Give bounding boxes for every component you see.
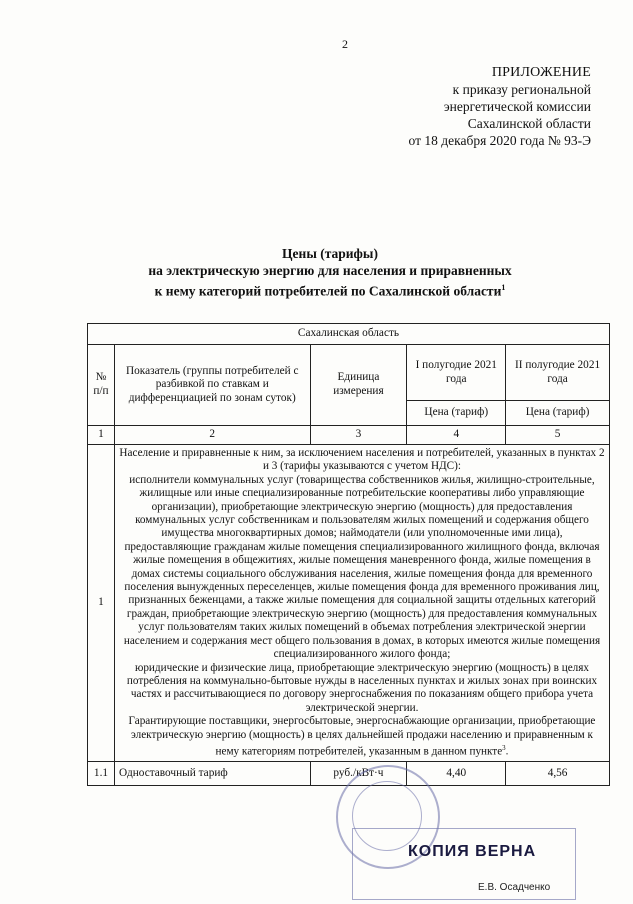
paragraph: юридические и физические лица, приобретающие электрическую энергию (мощность) в целях потребления на коммунально-бытовые нужды в населенных пунктах и жилых зонах при воинских частях и рассчитывающиеся по договору энергоснабжения по показаниям общего прибора учета электрической энергии. xyxy=(126,661,598,714)
page-number: 2 xyxy=(342,37,348,51)
row-number: 1.1 xyxy=(88,762,115,786)
appendix-line: от 18 декабря 2020 года № 93-Э xyxy=(408,133,591,148)
stamp-text: КОПИЯ ВЕРНА xyxy=(408,843,537,860)
paragraph: исполнители коммунальных услуг (товарищества собственников жилья, жилищно-строительные, жилищные или иные специализированные потребительские кооперативы либо управляющие организации), приобретающие электрическую энергию (мощность) для предоставления коммунальных услуг собственникам и пользователям жилых помещений и содержания общего имущества многоквартирных домов; наймодатели (или уполномоченные ими лица), предоставляющие гражданам жилые помещения специализированного жилищного фонда, включая жилые помещения в общежитиях, жилые помещения маневренного фонда, жилые помещения в домах системы социального обслуживания населения, жилые помещения фонда для временного поселения вынужденных переселенцев, жилые помещения фонда для временного проживания лиц, признанных беженцами, а также жилые помещения для социальной защиты отдельных категорий граждан, приобретающие электрическую энергию (мощность) для предоставления коммунальных услуг пользователям таких жилых помещений в объемах потребления электрической энергии населением и содержания мест общего пользования в домах, в которых имеются жилые помещения специализированного жилого фонда; xyxy=(123,473,601,661)
footnote-mark: 3 xyxy=(502,743,506,752)
header-half2: II полугодие 2021 года xyxy=(506,345,610,401)
column-number: 5 xyxy=(506,426,610,445)
appendix-line: к приказу региональной xyxy=(452,82,591,97)
footnote-mark: 1 xyxy=(501,283,506,292)
appendix-title: ПРИЛОЖЕНИЕ xyxy=(491,65,591,80)
row-unit: руб./кВт·ч xyxy=(310,762,407,786)
column-number: 1 xyxy=(88,426,115,445)
header-num: № п/п xyxy=(88,345,115,426)
header-price1: Цена (тариф) xyxy=(407,401,506,426)
region-header: Сахалинская область xyxy=(88,324,610,345)
tariff-table xyxy=(87,323,610,786)
paragraph: Население и приравненные к ним, за исключением населения и потребителей, указанных в пунктах 2 и 3 (тарифы указываются с учетом НДС): xyxy=(119,447,605,473)
appendix-line: Сахалинской области xyxy=(467,116,591,131)
header-indicator: Показатель (группы потребителей с разбивкой по ставкам и дифференциацией по зонам суток) xyxy=(114,345,310,426)
row-description xyxy=(114,445,609,762)
header-price2: Цена (тариф) xyxy=(506,401,610,426)
column-number: 3 xyxy=(310,426,407,445)
appendix-block xyxy=(291,64,591,149)
row-number: 1 xyxy=(88,445,115,762)
stamp-signature-name: Е.В. Осадченко xyxy=(478,882,551,893)
column-number: 2 xyxy=(114,426,310,445)
title-line: к нему категорий потребителей по Сахалинской области$^1$ xyxy=(154,283,506,299)
paragraph: Гарантирующие поставщики, энергосбытовые, энергоснабжающие организации, приобретающие электрическую энергию (мощность) в целях дальнейшей продажи населению и приравненным к нему категориям потребителей, указанным в данном пункте$^3$. xyxy=(128,715,596,758)
title-line: на электрическую энергию для населения и приравненных xyxy=(148,263,512,278)
column-number: 4 xyxy=(407,426,506,445)
document-title xyxy=(110,245,550,300)
appendix-line: энергетической комиссии xyxy=(443,99,591,114)
header-half1: I полугодие 2021 года xyxy=(407,345,506,401)
price-half1: 4,40 xyxy=(407,762,506,786)
table-row xyxy=(88,445,610,762)
title-line: Цены (тарифы) xyxy=(282,246,378,261)
price-half2: 4,56 xyxy=(506,762,610,786)
header-unit: Единица измерения xyxy=(310,345,407,426)
row-label: Одноставочный тариф xyxy=(114,762,310,786)
